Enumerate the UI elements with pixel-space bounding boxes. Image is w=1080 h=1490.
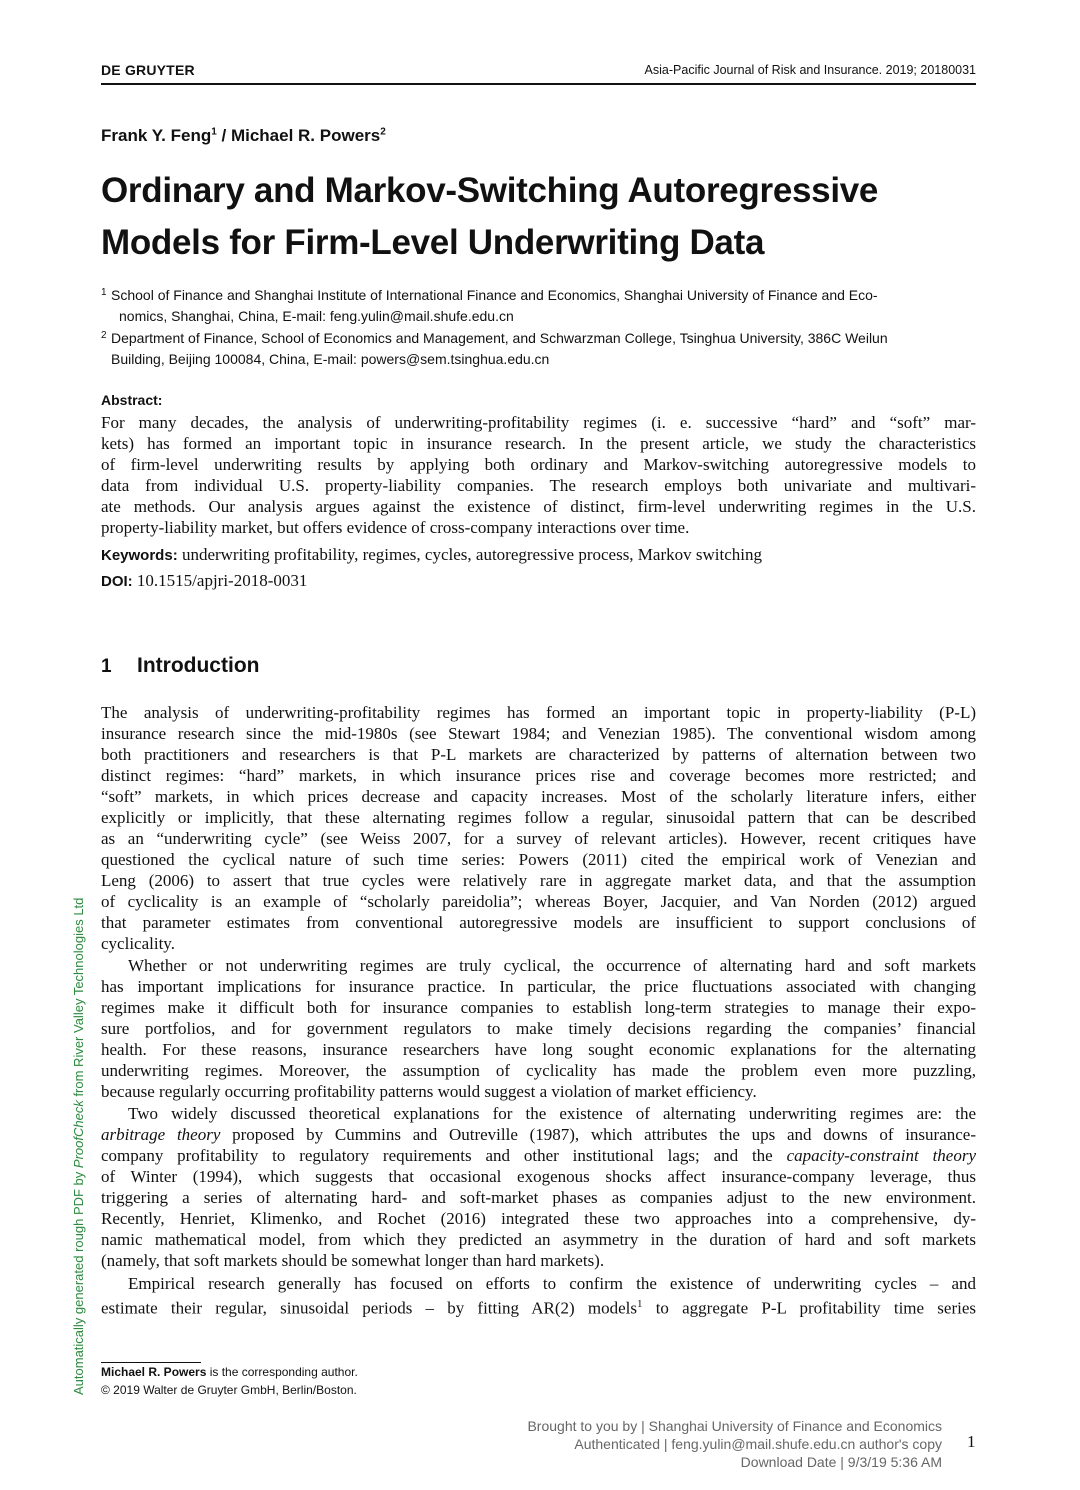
body-text: to aggregate P-L profitability time series [642,1298,976,1318]
title-line: Ordinary and Markov-Switching Autoregressive [101,171,879,210]
affiliation-text: nomics, Shanghai, China, E-mail: feng.yulin@mail.shufe.edu.cn [119,308,514,324]
author-line [101,126,386,146]
abstract-line: property-liability market, but offers evidence of cross-company interactions over time. [101,518,690,537]
author-separator: / [216,126,231,145]
body-line: of cyclicality is an example of “scholarly pareidolia”; whereas Boyer, Jacquier, and Van Norden (2012) argued [101,892,976,911]
body-line: namic mathematical model, from which they predicted an asymmetry in the duration of hard and soft markets [101,1230,976,1249]
body-line: because regularly occurring profitability patterns would suggest a violation of market efficiency. [101,1082,757,1101]
body-line: Two widely discussed theoretical explanations for the existence of alternating underwriting regimes are: the [128,1104,976,1123]
author-affiliation-mark: 1 [211,126,217,138]
body-line: of Winter (1994), which suggests that occasional exogenous shocks affect insurance-company leverage, thus [101,1167,976,1186]
abstract-line: ate methods. Our analysis argues against the existence of distinct, firm-level underwriting regimes in the U.S. [101,497,976,516]
body-line [101,1124,976,1145]
footnote-marker[interactable]: 1 [636,1298,643,1310]
body-line: Recently, Henriet, Klimenko, and Rochet (2016) integrated these two approaches into a comprehensive, dy- [101,1209,976,1228]
body-text: proposed by Cummins and Outreville (1987), which attributes the ups and downs of insurance- [220,1125,976,1144]
affiliation-number: 2 [101,330,107,341]
journal-citation: Asia-Pacific Journal of Risk and Insurance. 2019; 20180031 [644,63,976,77]
watermark-text: Automatically generated rough PDF by [71,1168,86,1395]
keywords-label: Keywords: [101,547,178,564]
emphasis-term: capacity-constraint theory [786,1146,976,1165]
page-number: 1 [967,1432,976,1451]
abstract-line: data from individual U.S. property-liability companies. The research employs both univariate and multivari- [101,476,976,495]
body-text: estimate their regular, sinusoidal periods – by fitting AR(2) models [101,1298,637,1318]
body-line: sure portfolios, and for government regulators to make timely decisions regarding the companies’ financial [101,1019,976,1038]
body-line: health. For these reasons, insurance researchers have long sought economic explanations for the alternating [101,1040,976,1059]
doi-text: 10.1515/apjri-2018-0031 [136,571,308,590]
body-line: Leng (2006) to assert that true cycles were relatively rare in aggregate market data, and that the assumption [101,871,976,890]
body-line: as an “underwriting cycle” (see Weiss 2007, for a survey of relevant articles). However, recent critiques have [101,829,976,848]
body-line [101,1145,976,1166]
body-line: both practitioners and researchers is that P-L markets are characterized by patterns of alternation between two [101,745,976,764]
keywords [101,544,976,566]
corresponding-author-note [101,1365,358,1379]
proofcheck-watermark [71,875,86,1395]
body-line: explicitly or implicitly, that these alternating regimes follow a regular, sinusoidal pattern that can be described [101,808,976,827]
author-name: Frank Y. Feng [101,126,212,145]
keywords-text: underwriting profitability, regimes, cycles, autoregressive process, Markov switching [181,545,762,564]
body-line: “soft” markets, in which prices decrease and capacity increases. Most of the scholarly literature infers, either [101,787,976,806]
body-line: insurance research since the mid-1980s (see Stewart 1984; and Venezian 1985). The conventional wisdom among [101,724,976,743]
emphasis-term: arbitrage theory [101,1125,221,1144]
body-line: The analysis of underwriting-profitability regimes has formed an important topic in property-liability (P-L) [101,703,976,722]
footnote-divider [101,1362,201,1363]
title-line: Models for Firm-Level Underwriting Data [101,223,765,262]
corresponding-author-name: Michael R. Powers [101,1365,207,1379]
body-line: (namely, that soft markets should be somewhat longer than hard markets). [101,1251,605,1270]
abstract-label: Abstract: [101,392,163,408]
access-stamp-line: Brought to you by | Shanghai University of Finance and Economics [527,1418,942,1434]
abstract-line: of firm-level underwriting results by applying both ordinary and Markov-switching autoregressive models to [101,455,976,474]
body-line: Empirical research generally has focused on efforts to confirm the existence of underwriting cycles – and [128,1274,976,1293]
publisher-name: DE GRUYTER [101,62,195,78]
body-line: that parameter estimates from conventional autoregressive models are insufficient to support conclusions of [101,913,976,932]
section-title: Introduction [137,654,260,677]
corresponding-author-text: is the corresponding author. [206,1365,358,1379]
access-stamp-line: Download Date | 9/3/19 5:36 AM [740,1454,942,1470]
body-line: underwriting regimes. Moreover, the assumption of cyclicality has made the problem even more puzzling, [101,1061,976,1080]
affiliation-number: 1 [101,287,107,298]
section-number: 1 [101,656,112,677]
body-text: company profitability to regulatory requirements and other institutional lags; and the [101,1146,787,1165]
affiliation [101,328,977,370]
author-affiliation-mark: 2 [380,126,386,138]
body-line: questioned the cyclical nature of such time series: Powers (2011) cited the empirical work of Venezian and [101,850,976,869]
abstract-line: For many decades, the analysis of underwriting-profitability regimes (i. e. successive “hard” and “soft” mar- [101,413,976,432]
author-name: Michael R. Powers [230,126,381,145]
affiliation-text: School of Finance and Shanghai Institute of International Finance and Economics, Shanghai University of Finance and Eco- [111,287,878,303]
running-header [101,61,976,85]
body-line: cyclicality. [101,934,175,953]
affiliation-text: Building, Beijing 100084, China, E-mail: powers@sem.tsinghua.edu.cn [111,351,550,367]
body-line: distinct regimes: “hard” markets, in which insurance prices rise and coverage becomes more restricted; and [101,766,976,785]
body-line: triggering a series of alternating hard- and soft-market phases as companies adjust to the new environment. [101,1188,976,1207]
doi-label: DOI: [101,573,133,590]
abstract-line: kets) has formed an important topic in insurance research. In the present article, we study the characteristics [101,434,976,453]
body-line: regimes make it difficult both for insurance companies to establish long-term strategies to manage their expo- [101,998,976,1017]
affiliation [101,285,977,327]
body-line: Whether or not underwriting regimes are truly cyclical, the occurrence of alternating hard and soft markets [128,956,976,975]
access-stamp-line: Authenticated | feng.yulin@mail.shufe.edu.cn author's copy [574,1436,942,1452]
watermark-brand: ProofCheck [71,1100,86,1169]
watermark-text: from River Valley Technologies Ltd [71,897,86,1101]
paper-title [101,165,981,269]
body-line [101,1294,976,1319]
body-line: has important implications for insurance practice. In particular, the price fluctuations associated with changing [101,977,976,996]
doi [101,570,976,592]
copyright-notice: © 2019 Walter de Gruyter GmbH, Berlin/Boston. [101,1383,357,1397]
affiliation-text: Department of Finance, School of Economics and Management, and Schwarzman College, Tsinghua University, 386C Weilun [111,330,888,346]
